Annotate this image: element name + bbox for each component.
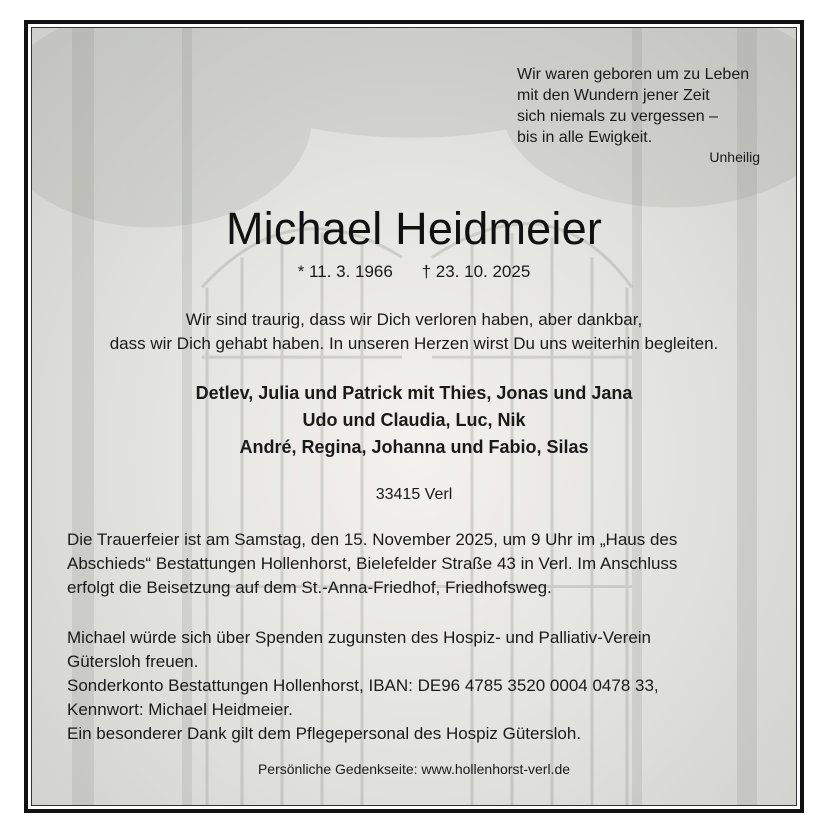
mourner-line: Detlev, Julia und Patrick mit Thies, Jonas und Jana xyxy=(195,383,633,403)
quote-line: bis in alle Ewigkeit. xyxy=(517,129,653,146)
mourner-line: André, Regina, Johanna und Fabio, Silas xyxy=(239,437,589,457)
funeral-info xyxy=(67,528,760,600)
sentiment-line: dass wir Dich gehabt haben. In unseren Herzen wirst Du uns weiterhin begleiten. xyxy=(109,334,719,353)
donation-line: Ein besonderer Dank gilt dem Pflegepersonal des Hospiz Gütersloh. xyxy=(67,724,582,743)
mourners-list xyxy=(32,380,796,461)
sentiment-line: Wir sind traurig, dass wir Dich verloren haben, aber dankbar, xyxy=(185,310,643,329)
donation-line: Sonderkonto Bestattungen Hollenhorst, IBAN: DE96 4785 3520 0004 0478 33, xyxy=(67,676,659,695)
funeral-line: Abschieds“ Bestattungen Hollenhorst, Bielefelder Straße 43 in Verl. Im Anschluss xyxy=(67,554,678,573)
quote-line: sich niemals zu vergessen – xyxy=(517,108,718,125)
donation-line: Kennwort: Michael Heidmeier. xyxy=(67,700,293,719)
quote-line: Wir waren geboren um zu Leben xyxy=(517,66,750,83)
donation-line: Michael würde sich über Spenden zugunsten des Hospiz- und Palliativ-Verein xyxy=(67,628,652,647)
life-dates xyxy=(32,262,796,282)
donation-info xyxy=(67,626,760,746)
obituary-frame xyxy=(24,20,804,813)
sentiment-text xyxy=(32,308,796,356)
quote-author: Unheilig xyxy=(709,149,760,165)
birth-date: * 11. 3. 1966 xyxy=(297,262,393,281)
quote-line: mit den Wundern jener Zeit xyxy=(517,87,710,104)
donation-line: Gütersloh freuen. xyxy=(67,652,199,671)
funeral-line: erfolgt die Beisetzung auf dem St.-Anna-Friedhof, Friedhofsweg. xyxy=(67,578,552,597)
memorial-quote xyxy=(517,64,767,148)
obituary-panel xyxy=(31,27,797,806)
memorial-website: Persönliche Gedenkseite: www.hollenhorst-verl.de xyxy=(257,761,571,777)
death-date: † 23. 10. 2025 xyxy=(421,262,531,281)
place: 33415 Verl xyxy=(375,486,453,503)
funeral-line: Die Trauerfeier ist am Samstag, den 15. November 2025, um 9 Uhr im „Haus des xyxy=(67,530,678,549)
deceased-name: Michael Heidmeier xyxy=(225,203,603,254)
mourner-line: Udo und Claudia, Luc, Nik xyxy=(302,410,526,430)
